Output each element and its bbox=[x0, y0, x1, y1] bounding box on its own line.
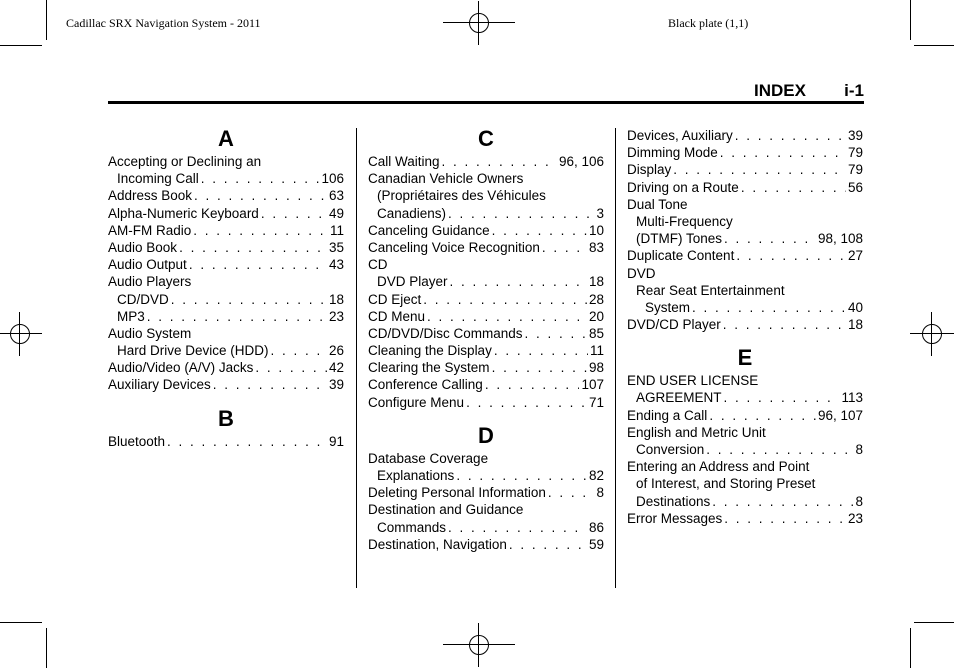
index-entry bbox=[368, 376, 604, 393]
index-term: Incoming Call bbox=[117, 171, 199, 187]
page-reference: 23 bbox=[847, 510, 863, 526]
leader-dots bbox=[179, 239, 327, 256]
leader-dots bbox=[466, 394, 587, 411]
entries-d bbox=[368, 450, 604, 553]
index-entry bbox=[108, 205, 344, 222]
page-reference: 27 bbox=[847, 248, 863, 264]
index-term: Dimming Mode bbox=[627, 145, 718, 161]
leader-dots bbox=[706, 441, 853, 458]
leader-dots bbox=[494, 342, 588, 359]
leader-dots bbox=[171, 291, 327, 308]
index-term: Configure Menu bbox=[368, 394, 465, 410]
index-entry bbox=[627, 213, 863, 230]
index-term: Accepting or Declining an bbox=[108, 154, 262, 169]
index-entry bbox=[627, 161, 863, 178]
index-term: MP3 bbox=[117, 308, 145, 324]
index-entry bbox=[368, 450, 604, 467]
page-reference: 20 bbox=[588, 308, 604, 324]
index-term: CD bbox=[368, 257, 388, 273]
page-reference: 98, 108 bbox=[817, 231, 863, 247]
index-entry bbox=[108, 433, 344, 450]
index-entry bbox=[108, 239, 344, 256]
leader-dots bbox=[509, 536, 587, 553]
index-entry bbox=[627, 458, 863, 475]
index-entry bbox=[368, 187, 604, 204]
index-entry bbox=[368, 536, 604, 553]
leader-dots bbox=[427, 308, 587, 325]
index-term: CD Eject bbox=[368, 291, 422, 307]
page-reference: 23 bbox=[328, 308, 344, 324]
leader-dots bbox=[720, 144, 846, 161]
leader-dots bbox=[448, 519, 587, 536]
leader-dots bbox=[456, 467, 587, 484]
page-reference: 26 bbox=[328, 343, 344, 359]
page-number: i-1 bbox=[844, 81, 864, 100]
leader-dots bbox=[485, 376, 580, 393]
section-letter-e: E bbox=[737, 345, 753, 371]
page-reference: 8 bbox=[596, 485, 604, 501]
crop-mark bbox=[914, 622, 954, 623]
index-term: Error Messages bbox=[627, 510, 723, 526]
index-term: Explanations bbox=[377, 468, 455, 483]
entries-a bbox=[108, 153, 344, 394]
leader-dots bbox=[194, 187, 327, 204]
index-entry bbox=[368, 170, 604, 187]
page-reference: 18 bbox=[588, 274, 604, 290]
index-term: CD/DVD/Disc Commands bbox=[368, 325, 523, 341]
index-entry bbox=[108, 342, 344, 359]
index-term: Audio System bbox=[108, 325, 192, 341]
index-term: Display bbox=[627, 162, 672, 178]
index-term: CD/DVD bbox=[117, 291, 169, 307]
leader-dots bbox=[736, 247, 846, 264]
index-term: DVD bbox=[627, 265, 656, 281]
leader-dots bbox=[723, 316, 846, 333]
index-entry bbox=[627, 127, 863, 144]
leader-dots bbox=[261, 205, 327, 222]
page-reference: 11 bbox=[329, 222, 344, 238]
index-entry bbox=[368, 325, 604, 342]
index-term: Driving on a Route bbox=[627, 179, 739, 195]
index-term: of Interest, and Storing Preset bbox=[636, 476, 816, 492]
index-entry bbox=[108, 291, 344, 308]
leader-dots bbox=[724, 389, 840, 406]
index-term: Destination and Guidance bbox=[368, 502, 524, 518]
index-term: Deleting Personal Information bbox=[368, 485, 546, 501]
index-term: Dual Tone bbox=[627, 196, 688, 212]
entries-b bbox=[108, 433, 344, 450]
page-reference: 85 bbox=[588, 325, 604, 341]
page-reference: 8 bbox=[855, 493, 863, 509]
index-term: Audio Players bbox=[108, 274, 192, 290]
index-entry bbox=[108, 376, 344, 393]
page-reference: 11 bbox=[589, 343, 604, 359]
index-term: Destination, Navigation bbox=[368, 536, 507, 552]
index-term: Database Coverage bbox=[368, 450, 489, 466]
leader-dots bbox=[712, 493, 853, 510]
leader-dots bbox=[735, 127, 846, 144]
index-term: Auxiliary Devices bbox=[108, 377, 211, 393]
index-entry bbox=[368, 308, 604, 325]
index-term: Entering an Address and Point bbox=[627, 459, 810, 475]
leader-dots bbox=[255, 359, 327, 376]
page-reference: 96, 107 bbox=[817, 407, 863, 423]
index-entry bbox=[627, 407, 863, 424]
index-term: Commands bbox=[377, 519, 447, 535]
index-column-3 bbox=[627, 127, 863, 527]
page-reference: 18 bbox=[328, 291, 344, 307]
entries-d-continued bbox=[627, 127, 863, 333]
index-entry bbox=[368, 467, 604, 484]
page-reference: 107 bbox=[581, 377, 604, 393]
leader-dots bbox=[147, 308, 327, 325]
page-reference: 59 bbox=[588, 536, 604, 552]
page-reference: 18 bbox=[847, 317, 863, 333]
index-entry bbox=[627, 493, 863, 510]
index-entry bbox=[368, 291, 604, 308]
page-reference: 42 bbox=[328, 360, 344, 376]
index-entry bbox=[368, 222, 604, 239]
index-entry bbox=[627, 424, 863, 441]
page-reference: 39 bbox=[328, 377, 344, 393]
section-letter-b: B bbox=[218, 405, 234, 431]
index-term: (Propriétaires des Véhicules bbox=[377, 188, 546, 204]
index-entry bbox=[108, 187, 344, 204]
index-entry bbox=[627, 247, 863, 264]
index-entry bbox=[627, 299, 863, 316]
leader-dots bbox=[189, 256, 327, 273]
page-reference: 79 bbox=[847, 162, 863, 178]
index-entry bbox=[368, 342, 604, 359]
index-term: Conversion bbox=[636, 442, 705, 457]
index-column-1 bbox=[108, 127, 344, 450]
page-reference: 79 bbox=[847, 145, 863, 161]
page-reference: 10 bbox=[588, 222, 604, 238]
crop-mark bbox=[46, 628, 47, 668]
index-entry bbox=[368, 153, 604, 170]
index-term: Clearing the System bbox=[368, 360, 490, 376]
index-entry bbox=[368, 256, 604, 273]
leader-dots bbox=[167, 433, 327, 450]
index-entry bbox=[108, 325, 344, 342]
index-term: Rear Seat Entertainment bbox=[636, 282, 785, 298]
index-term: END USER LICENSE bbox=[627, 373, 759, 389]
index-entry bbox=[627, 282, 863, 299]
page-reference: 91 bbox=[328, 433, 344, 449]
column-divider bbox=[356, 128, 357, 588]
index-term: Canadiens) bbox=[377, 205, 447, 221]
index-term: Address Book bbox=[108, 188, 193, 204]
index-term: Ending a Call bbox=[627, 407, 708, 423]
page-reference: 49 bbox=[328, 205, 344, 221]
entries-e bbox=[627, 372, 863, 527]
leader-dots bbox=[741, 179, 846, 196]
index-term: AM-FM Radio bbox=[108, 222, 192, 238]
page-reference: 71 bbox=[588, 394, 604, 410]
index-entry bbox=[368, 501, 604, 518]
index-entry bbox=[627, 196, 863, 213]
page-reference: 106 bbox=[321, 171, 344, 187]
leader-dots bbox=[442, 153, 557, 170]
index-entry bbox=[108, 308, 344, 325]
section-letter-a: A bbox=[218, 126, 234, 151]
leader-dots bbox=[423, 291, 587, 308]
page-reference: 40 bbox=[847, 299, 863, 315]
index-term: Duplicate Content bbox=[627, 248, 735, 264]
leader-dots bbox=[548, 484, 595, 501]
leader-dots bbox=[724, 230, 816, 247]
index-entry bbox=[627, 372, 863, 389]
document-header-title: Cadillac SRX Navigation System - 2011 bbox=[66, 16, 261, 30]
index-entry bbox=[108, 153, 344, 170]
index-entry bbox=[368, 273, 604, 290]
title-rule bbox=[108, 101, 864, 104]
leader-dots bbox=[492, 359, 587, 376]
index-term: System bbox=[645, 299, 691, 315]
index-term: Audio Output bbox=[108, 257, 187, 273]
index-entry bbox=[108, 359, 344, 376]
page-reference: 56 bbox=[847, 179, 863, 195]
index-term: Devices, Auxiliary bbox=[627, 128, 733, 143]
page-reference: 8 bbox=[855, 442, 863, 457]
index-term: Multi-Frequency bbox=[636, 213, 733, 229]
leader-dots bbox=[450, 273, 587, 290]
leader-dots bbox=[448, 205, 594, 222]
section-letter-c: C bbox=[478, 126, 494, 151]
index-entry bbox=[368, 394, 604, 411]
index-term: Audio Book bbox=[108, 239, 178, 255]
leader-dots bbox=[492, 222, 587, 239]
index-term: Bluetooth bbox=[108, 433, 166, 449]
index-term: DVD Player bbox=[377, 274, 448, 290]
crop-mark bbox=[46, 0, 47, 40]
index-entry bbox=[627, 179, 863, 196]
page-reference: 96, 106 bbox=[558, 154, 604, 169]
index-entry bbox=[627, 316, 863, 333]
page-reference: 98 bbox=[588, 360, 604, 376]
index-entry bbox=[627, 389, 863, 406]
leader-dots bbox=[673, 161, 846, 178]
index-entry bbox=[627, 510, 863, 527]
index-entry bbox=[368, 359, 604, 376]
index-term: Canceling Voice Recognition bbox=[368, 239, 540, 255]
index-term: Alpha-Numeric Keyboard bbox=[108, 205, 259, 221]
leader-dots bbox=[201, 170, 320, 187]
crop-mark bbox=[910, 628, 911, 668]
page-reference: 3 bbox=[596, 205, 604, 221]
index-entry bbox=[627, 265, 863, 282]
index-entry bbox=[108, 170, 344, 187]
leader-dots bbox=[692, 299, 846, 316]
index-entry bbox=[108, 256, 344, 273]
page-reference: 28 bbox=[588, 291, 604, 307]
leader-dots bbox=[525, 325, 587, 342]
index-entry bbox=[368, 519, 604, 536]
leader-dots bbox=[271, 342, 327, 359]
plate-label: Black plate (1,1) bbox=[668, 16, 749, 30]
index-term: English and Metric Unit bbox=[627, 424, 766, 440]
entries-c bbox=[368, 153, 604, 411]
index-entry bbox=[108, 273, 344, 290]
index-entry bbox=[627, 441, 863, 458]
leader-dots bbox=[213, 376, 327, 393]
leader-dots bbox=[193, 222, 328, 239]
leader-dots bbox=[724, 510, 846, 527]
index-entry bbox=[368, 205, 604, 222]
index-term: Conference Calling bbox=[368, 377, 483, 393]
crop-mark bbox=[914, 45, 954, 46]
index-term: DVD/CD Player bbox=[627, 317, 721, 333]
index-entry bbox=[627, 475, 863, 492]
index-term: Audio/Video (A/V) Jacks bbox=[108, 360, 254, 376]
page-reference: 86 bbox=[588, 519, 604, 535]
index-entry bbox=[627, 230, 863, 247]
index-entry bbox=[108, 222, 344, 239]
index-term: (DTMF) Tones bbox=[636, 231, 723, 247]
index-term: Destinations bbox=[636, 493, 711, 509]
index-term: AGREEMENT bbox=[636, 390, 722, 406]
index-column-2 bbox=[368, 127, 604, 553]
leader-dots bbox=[709, 407, 816, 424]
page-reference: 83 bbox=[588, 239, 604, 255]
index-term: CD Menu bbox=[368, 308, 426, 324]
page-reference: 35 bbox=[328, 239, 344, 255]
index-entry bbox=[368, 484, 604, 501]
page-title: INDEX bbox=[754, 81, 806, 100]
column-divider bbox=[615, 128, 616, 588]
index-entry bbox=[368, 239, 604, 256]
leader-dots bbox=[542, 239, 587, 256]
index-entry bbox=[627, 144, 863, 161]
index-term: Canadian Vehicle Owners bbox=[368, 171, 524, 187]
page-reference: 43 bbox=[328, 257, 344, 273]
page-reference: 63 bbox=[328, 188, 344, 204]
index-term: Cleaning the Display bbox=[368, 343, 492, 359]
crop-mark bbox=[910, 0, 911, 40]
crop-mark bbox=[0, 622, 42, 623]
index-term: Call Waiting bbox=[368, 154, 440, 169]
crop-mark bbox=[0, 45, 42, 46]
index-term: Canceling Guidance bbox=[368, 222, 490, 238]
page-reference: 113 bbox=[841, 390, 863, 406]
page-reference: 39 bbox=[847, 128, 863, 143]
section-letter-d: D bbox=[478, 422, 494, 448]
index-term: Hard Drive Device (HDD) bbox=[117, 343, 269, 359]
page-reference: 82 bbox=[588, 468, 604, 483]
